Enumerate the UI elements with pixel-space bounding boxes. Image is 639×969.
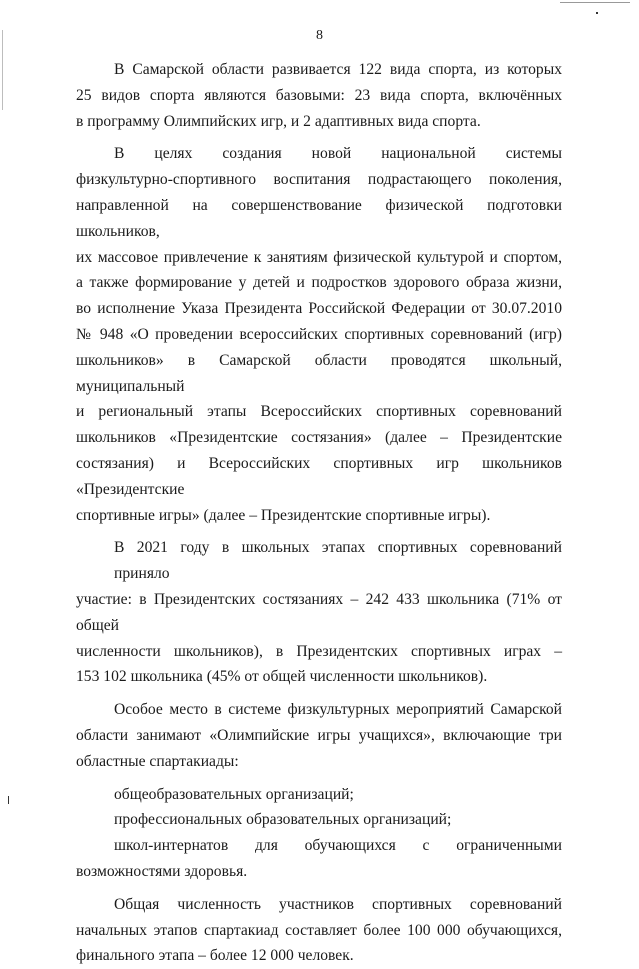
text-line: 25 видов спорта являются базовыми: 23 вида спорта, включённых [76, 86, 562, 104]
paragraph-presidential-games [76, 141, 562, 528]
text-line: во исполнение Указа Президента Российской Федерации от 30.07.2010 [76, 300, 562, 318]
text-line: состязания) и Всероссийских спортивных игр школьников «Президентские [76, 454, 562, 498]
spartakiad-list [76, 782, 562, 885]
text-line: школьников «Президентские состязания» (далее – Президентские [76, 429, 562, 447]
paragraph-olympic-games-students [76, 697, 562, 774]
list-item-continuation: возможностями здоровья. [76, 862, 248, 880]
scan-top-artifact [560, 2, 630, 3]
scan-speck [8, 796, 9, 804]
text-line: а также формирование у детей и подростков здорового образа жизни, [76, 274, 562, 292]
text-line: Особое место в системе физкультурных мероприятий Самарской [114, 701, 562, 719]
text-line: В Самарской области развивается 122 вида спорта, из которых [114, 61, 562, 78]
text-line: В целях создания новой национальной системы [114, 145, 562, 163]
page-number: 8 [316, 28, 323, 43]
paragraph-participation-2021 [76, 535, 562, 690]
text-line: численности школьников), в Президентских спортивных играх – [76, 642, 562, 660]
text-line: финального этапа – более 12 000 человек. [76, 947, 354, 965]
text-line: начальных этапов спартакиад составляет более 100 000 обучающихся, [76, 921, 562, 939]
text-line: направленной на совершенствование физической подготовки школьников, [76, 196, 562, 240]
text-line: Общая численность участников спортивных соревнований [114, 895, 562, 913]
document-body [76, 57, 562, 969]
text-line: участие: в Президентских состязаниях – 242 433 школьника (71% от общей [76, 590, 562, 634]
text-line: области занимают «Олимпийские игры учащихся», включающие три [76, 726, 562, 744]
text-line: физкультурно-спортивного воспитания подрастающего поколения, [76, 171, 562, 189]
paragraph-total-participants [76, 892, 562, 969]
list-item: профессиональных образовательных организаций; [114, 811, 452, 829]
paragraph-sports-count [76, 57, 562, 134]
list-item: школ-интернатов для обучающихся с ограниченными [114, 837, 562, 855]
text-line: школьников» в Самарской области проводятся школьный, муниципальный [76, 351, 562, 395]
text-line: областные спартакиады: [76, 752, 239, 770]
text-line: и региональный этапы Всероссийских спортивных соревнований [76, 403, 562, 421]
text-line: в программу Олимпийских игр, и 2 адаптивных вида спорта. [76, 112, 481, 130]
text-line: спортивные игры» (далее – Президентские спортивные игры). [76, 506, 491, 524]
scan-speck [596, 12, 598, 14]
text-line: их массовое привлечение к занятиям физической культурой и спортом, [76, 248, 562, 266]
text-line: 153 102 школьника (45% от общей численности школьников). [76, 668, 488, 686]
text-line: № 948 «О проведении всероссийских спортивных соревнований (игр) [76, 325, 562, 343]
list-item: общеобразовательных организаций; [114, 785, 354, 803]
text-line: В 2021 году в школьных этапах спортивных соревнований приняло [114, 539, 562, 583]
